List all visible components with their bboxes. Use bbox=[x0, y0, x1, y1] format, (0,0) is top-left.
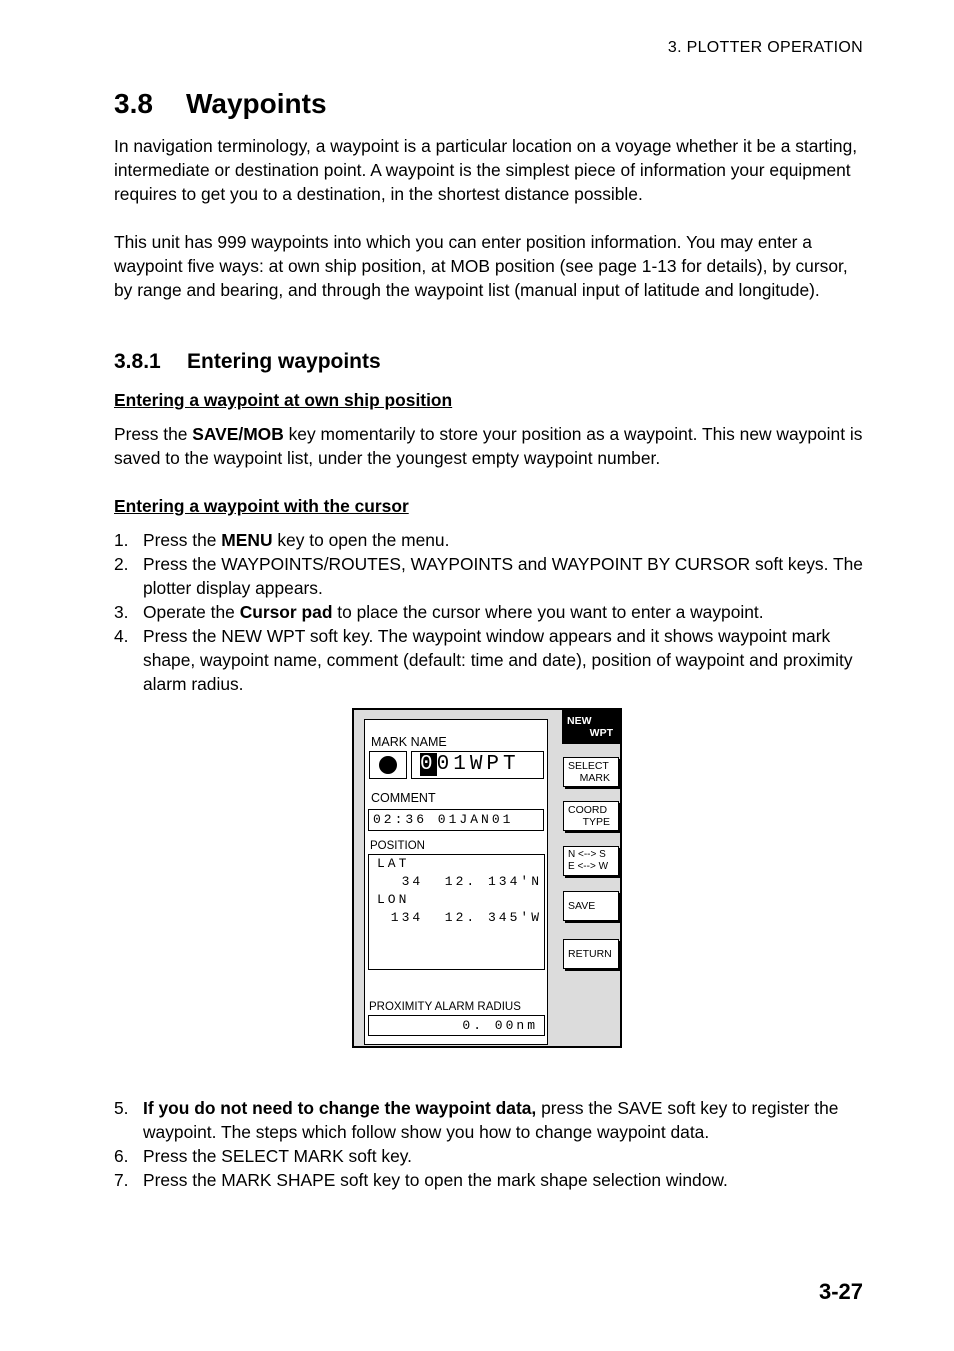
step-number: 4. bbox=[114, 626, 129, 646]
step-text: Press the MARK SHAPE soft key to open the mark shape selection window. bbox=[143, 1170, 728, 1190]
softkey-line-1: SAVE bbox=[568, 900, 596, 912]
lat-value: 34 12. 134'N bbox=[401, 874, 542, 889]
softkey-line-1: RETURN bbox=[568, 948, 612, 960]
select-mark-softkey[interactable] bbox=[563, 757, 619, 787]
step-item bbox=[114, 1168, 874, 1192]
step-item bbox=[114, 552, 874, 600]
comment-label: COMMENT bbox=[371, 791, 436, 805]
step-number: 1. bbox=[114, 530, 129, 550]
step-number: 7. bbox=[114, 1170, 129, 1190]
proximity-alarm-field[interactable]: 0. 00nm bbox=[368, 1015, 545, 1036]
softkey-line-1: COORD bbox=[568, 804, 608, 816]
softkey-line-1: SELECT bbox=[568, 760, 609, 772]
page-number: 3-27 bbox=[818, 1279, 863, 1304]
position-label: POSITION bbox=[370, 840, 425, 852]
softkey-line-2: TYPE bbox=[582, 816, 610, 828]
step-item bbox=[114, 600, 874, 624]
step-item bbox=[114, 624, 874, 696]
step-text-after: to place the cursor where you want to enter a waypoint. bbox=[332, 602, 764, 622]
step-number: 6. bbox=[114, 1146, 129, 1166]
save-mob-key-name: SAVE/MOB bbox=[192, 424, 284, 444]
section-title bbox=[114, 88, 327, 120]
subsection-title bbox=[114, 350, 381, 374]
return-softkey[interactable] bbox=[563, 939, 619, 969]
step-item bbox=[114, 1144, 874, 1168]
proximity-alarm-label: PROXIMITY ALARM RADIUS bbox=[369, 1001, 521, 1013]
lon-value: 134 12. 345'W bbox=[390, 910, 542, 925]
mark-name-cursor: 0 bbox=[420, 753, 437, 776]
softkey-line-2: MARK bbox=[579, 772, 610, 784]
lon-label: LON bbox=[377, 892, 410, 907]
step-text: Press the SELECT MARK soft key. bbox=[143, 1146, 413, 1166]
coord-type-softkey[interactable] bbox=[563, 801, 619, 831]
step-bold-text: Cursor pad bbox=[239, 602, 333, 622]
softkey-line-1: N <--> S bbox=[568, 849, 606, 860]
step-number: 5. bbox=[114, 1098, 129, 1118]
intro-paragraph-2: This unit has 999 waypoints into which you can enter position information. You may enter a waypoint five ways: at own ship position, at MOB position (see page 1-13 for details), by cursor, by range and bearing, and through the waypoint list (manual input of latitude and longitude). bbox=[114, 232, 848, 300]
ns-ew-swap-softkey[interactable] bbox=[563, 846, 619, 876]
save-softkey[interactable] bbox=[563, 891, 619, 921]
step-number: 2. bbox=[114, 554, 129, 574]
intro-paragraph-1: In navigation terminology, a waypoint is a particular location on a voyage whether it be a starting, intermediate or destination point. A waypoint is the simplest piece of information your equipment requires to get you to a destination, in the shortest distance possible. bbox=[114, 136, 858, 204]
waypoint-window-panel bbox=[364, 719, 548, 1045]
step-text: Press the NEW WPT soft key. The waypoint window appears and it shows waypoint mark shape, waypoint name, comment (default: time and date), position of waypoint and proximity alarm radius. bbox=[143, 626, 853, 694]
step-item bbox=[114, 1096, 874, 1144]
step-bold-text: MENU bbox=[221, 530, 273, 550]
step-number: 3. bbox=[114, 602, 129, 622]
section-number: 3.8 bbox=[114, 88, 153, 119]
softkey-line-2: WPT bbox=[589, 727, 613, 739]
subsection-number: 3.8.1 bbox=[114, 350, 161, 373]
own-ship-text-after: key momentarily to store your position as a waypoint. This new waypoint is saved to the waypoint list, under the youngest empty waypoint number. bbox=[114, 424, 863, 468]
step-item bbox=[114, 528, 874, 552]
steps-list-2 bbox=[114, 1096, 874, 1192]
subsection-title-text: Entering waypoints bbox=[187, 350, 381, 373]
step-text: Press the WAYPOINTS/ROUTES, WAYPOINTS and WAYPOINT BY CURSOR soft keys. The plotter display appears. bbox=[143, 554, 863, 598]
step-bold-text: If you do not need to change the waypoint data, bbox=[143, 1098, 537, 1118]
step-text: Operate the bbox=[143, 602, 240, 622]
section-title-text: Waypoints bbox=[186, 88, 327, 119]
softkey-line-2: E <--> W bbox=[568, 861, 609, 872]
filled-circle-mark-icon bbox=[379, 756, 397, 774]
new-wpt-softkey[interactable] bbox=[562, 710, 622, 744]
own-ship-paragraph bbox=[114, 422, 864, 470]
own-ship-heading: Entering a waypoint at own ship position bbox=[114, 390, 453, 410]
position-field[interactable] bbox=[368, 854, 545, 970]
own-ship-text-before: Press the bbox=[114, 424, 193, 444]
waypoint-window-figure bbox=[352, 708, 622, 1048]
mark-name-value: 01WPT bbox=[436, 753, 520, 776]
cursor-heading: Entering a waypoint with the cursor bbox=[114, 496, 409, 516]
running-header: 3. PLOTTER OPERATION bbox=[667, 39, 863, 56]
softkey-line-1: NEW bbox=[567, 715, 592, 727]
lat-label: LAT bbox=[377, 856, 410, 871]
comment-field[interactable]: 02:36 01JAN01 bbox=[368, 809, 544, 831]
mark-name-field[interactable] bbox=[411, 751, 544, 779]
step-text-after: key to open the menu. bbox=[272, 530, 450, 550]
mark-name-label: MARK NAME bbox=[371, 735, 447, 749]
step-text: Press the bbox=[143, 530, 222, 550]
steps-list-1 bbox=[114, 528, 874, 696]
step-text-after: press the SAVE soft key to register the waypoint. The steps which follow show you how to change waypoint data. bbox=[143, 1098, 839, 1142]
mark-shape-box[interactable] bbox=[369, 751, 407, 779]
